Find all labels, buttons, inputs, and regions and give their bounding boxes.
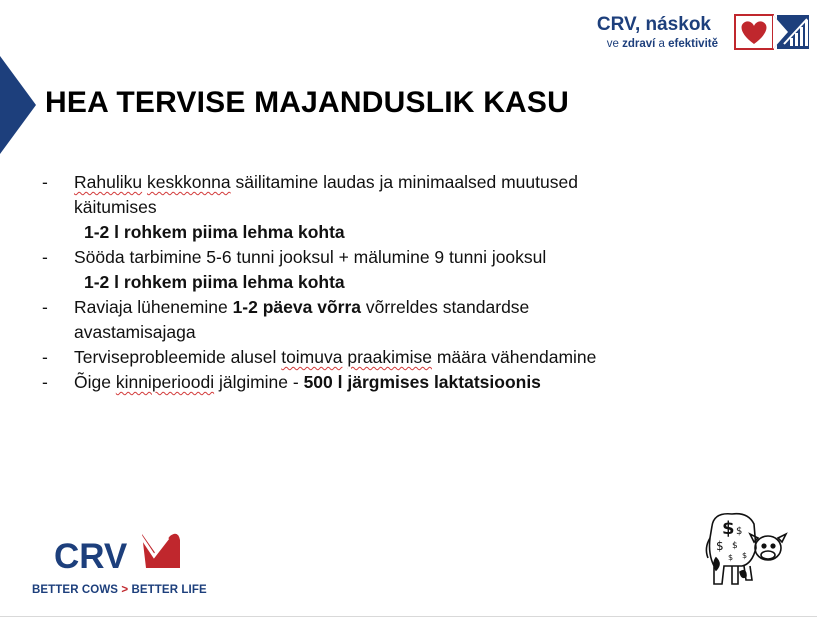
bullet-item-1: [42, 170, 722, 195]
tagline-left: BETTER COWS: [32, 584, 119, 596]
bullet-item-1-continuation: [42, 195, 722, 220]
bullet-item-2: [42, 245, 722, 270]
bullet-item-3: [42, 295, 722, 320]
bullet-list: [42, 170, 722, 395]
svg-text:$: $: [722, 518, 735, 539]
svg-text:$: $: [716, 539, 724, 553]
cow-money-icon: [702, 508, 788, 588]
bullet-text: võrreldes standardse: [361, 297, 530, 317]
brand-subtitle-mid: zdraví: [622, 38, 656, 50]
brand-subtitle-end: efektivitě: [668, 38, 718, 50]
spellcheck-word: praakimise: [347, 347, 432, 367]
bullet-text: Sööda tarbimine 5-6 tunni jooksul + mälumine 9 tunni jooksul: [74, 247, 547, 267]
bullet-dash: -: [42, 297, 48, 317]
svg-text:$: $: [728, 553, 734, 562]
brand-subtitle: [607, 38, 718, 50]
brand-subtitle-prefix: ve: [606, 38, 623, 50]
bullet-text: Õige: [74, 372, 116, 392]
bullet-item-1-highlight: 1-2 l rohkem piima lehma kohta: [84, 222, 345, 242]
bullet-dash: -: [42, 347, 48, 367]
bullet-text: avastamisajaga: [74, 322, 196, 342]
bullet-text: Raviaja lühenemine: [74, 297, 233, 317]
slide-title: HEA TERVISE MAJANDUSLIK KASU: [45, 86, 569, 119]
bullet-dash: -: [42, 247, 48, 267]
crv-logo-text: CRV: [54, 537, 128, 576]
crv-tagline: [32, 584, 207, 596]
spellcheck-word: keskkonna: [146, 172, 231, 192]
bullet-item-3-continuation: [42, 320, 722, 345]
bullet-item-5: [42, 370, 722, 395]
bullet-text: Terviseprobleemide alusel: [74, 347, 282, 367]
bullet-text: säilitamine laudas ja minimaalsed muutused: [235, 172, 578, 192]
spellcheck-word: kinniperioodi: [115, 372, 215, 392]
bullet-dash: -: [42, 172, 48, 192]
bullet-text: määra vähendamine: [431, 347, 597, 367]
bullet-item-2-highlight: 1-2 l rohkem piima lehma kohta: [84, 272, 345, 292]
chevron-right-icon: [0, 56, 36, 154]
bullet-item-4: [42, 345, 722, 370]
footer-divider: [0, 616, 817, 617]
bullet-dash: -: [42, 372, 48, 392]
spellcheck-word: toimuva: [281, 347, 343, 367]
bullet-text: jälgimine -: [214, 372, 304, 392]
bullet-text: käitumises: [74, 197, 157, 217]
tagline-right: BETTER LIFE: [131, 584, 207, 596]
svg-text:$: $: [742, 551, 748, 560]
bullet-bold-text: 1-2 päeva võrra: [232, 297, 361, 317]
tagline-arrow: >: [121, 584, 129, 596]
svg-text:$: $: [732, 541, 738, 551]
spellcheck-word: Rahuliku: [74, 172, 143, 192]
svg-text:$: $: [736, 526, 743, 537]
brand-subtitle-conj: a: [655, 38, 669, 50]
brand-title: CRV, náskok: [596, 14, 711, 35]
heart-chart-logo-icon: [734, 14, 810, 50]
bullet-bold-text: 500 l järgmises laktatsioonis: [303, 372, 541, 392]
